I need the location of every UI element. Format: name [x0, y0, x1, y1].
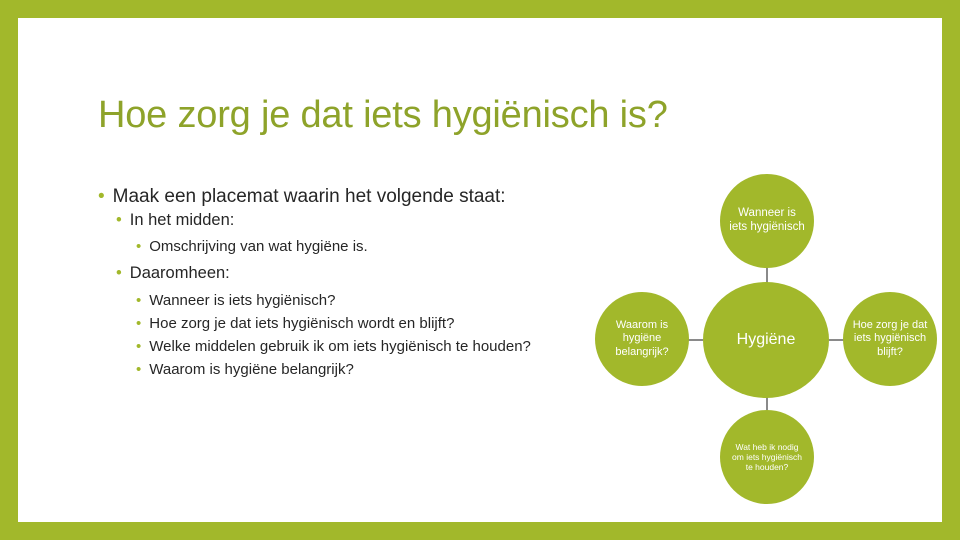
bullet-text: Omschrijving van wat hygiëne is. [149, 238, 368, 255]
node-right: Hoe zorg je dat iets hygiënisch blijft? [843, 292, 937, 386]
bullet-text: In het midden: [129, 211, 235, 229]
bullet-text: Daaromheen: [129, 264, 230, 282]
bullet-dot-icon: • [116, 211, 122, 229]
bullet-dot-icon: • [136, 361, 142, 378]
slide [18, 18, 942, 522]
bullet-dot-icon: • [136, 238, 142, 255]
bullet-text: Hoe zorg je dat iets hygiënisch wordt en blijft? [149, 315, 455, 332]
connector-left [688, 339, 703, 341]
bullet-dot-icon: • [136, 338, 142, 355]
bullet-dot-icon: • [136, 315, 142, 332]
bullet-text: Maak een placemat waarin het volgende staat: [112, 186, 506, 207]
bullet-text: Wanneer is iets hygiënisch? [149, 292, 336, 309]
slide-title: Hoe zorg je dat iets hygiënisch is? [98, 94, 668, 136]
node-bottom: Wat heb ik nodig om iets hygiënisch te houden? [720, 410, 814, 504]
node-top: Wanneer is iets hygiënisch [720, 174, 814, 268]
bullet-dot-icon: • [98, 186, 105, 207]
node-center: Hygiëne [703, 282, 829, 398]
hygiene-diagram [18, 18, 942, 522]
connector-right [829, 339, 844, 341]
node-left: Waarom is hygiëne belangrijk? [595, 292, 689, 386]
bullet-dot-icon: • [136, 292, 142, 309]
bullet-dot-icon: • [116, 264, 122, 282]
bullet-text: Waarom is hygiëne belangrijk? [149, 361, 354, 378]
bullet-text: Welke middelen gebruik ik om iets hygiënisch te houden? [149, 338, 531, 355]
